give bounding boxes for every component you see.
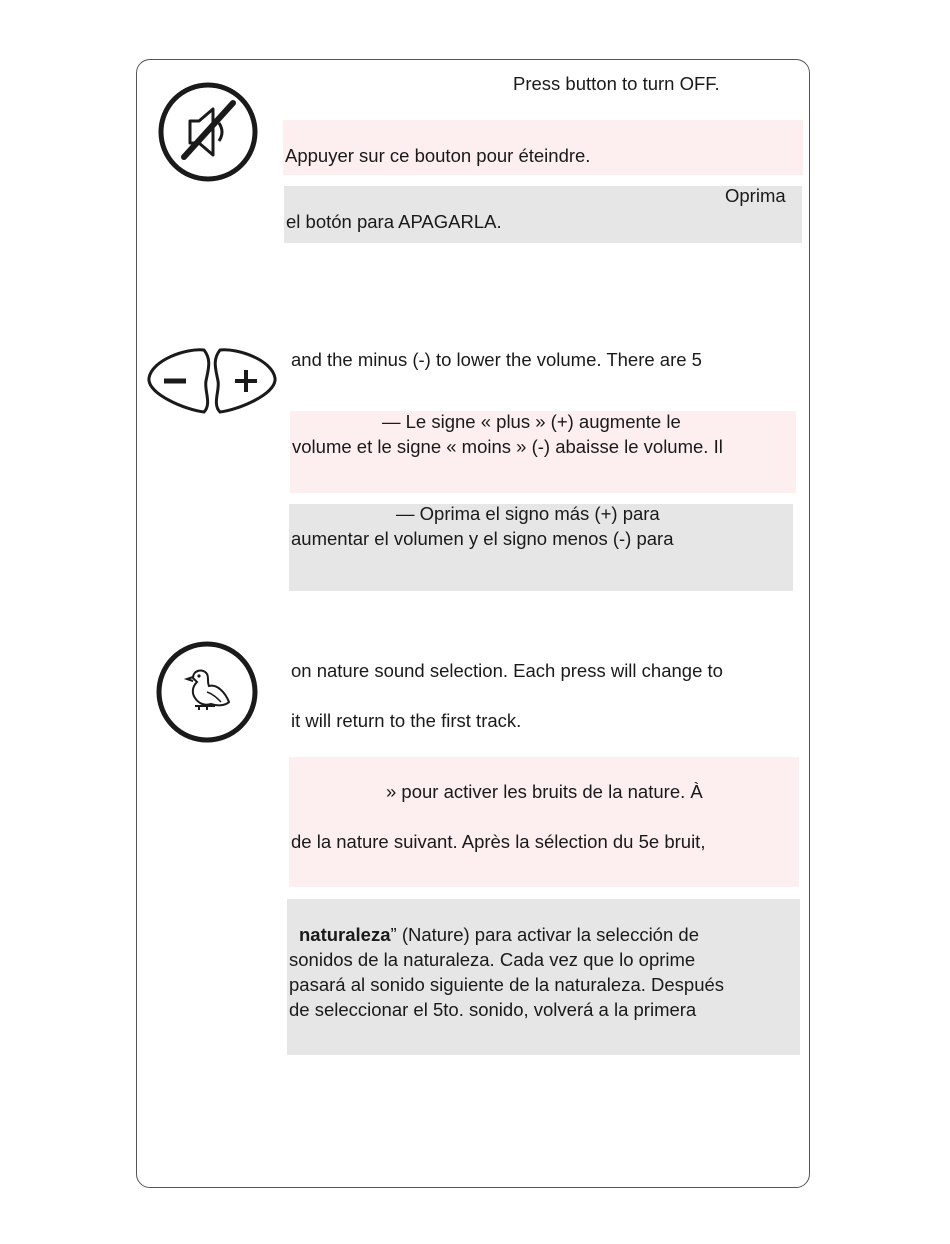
volume-text-fr-2: volume et le signe « moins » (-) abaisse le volume. Il bbox=[292, 436, 723, 457]
nature-text-es-1-rest: ” (Nature) para activar la selección de bbox=[390, 924, 699, 945]
power-text-es-1: Oprima bbox=[725, 185, 786, 206]
nature-text-es-1 bbox=[299, 923, 699, 947]
power-text-fr: Appuyer sur ce bouton pour éteindre. bbox=[285, 145, 591, 166]
volume-minus-plus-icon bbox=[146, 346, 278, 416]
nature-fr-box bbox=[289, 757, 799, 887]
speaker-off-icon bbox=[157, 81, 259, 183]
nature-text-es-2: sonidos de la naturaleza. Cada vez que lo oprime bbox=[289, 949, 696, 970]
nature-text-fr-2: de la nature suivant. Après la sélection du 5e bruit, bbox=[291, 831, 706, 852]
nature-text-es-3: pasará al sonido siguiente de la naturaleza. Después bbox=[289, 974, 725, 995]
nature-text-fr-1: » pour activer les bruits de la nature. À bbox=[386, 781, 703, 802]
volume-text-es-2: aumentar el volumen y el signo menos (-) para bbox=[291, 528, 674, 549]
nature-text-en-2: it will return to the first track. bbox=[291, 710, 522, 731]
nature-text-es-1-bold: naturaleza bbox=[299, 924, 391, 945]
volume-text-fr-1: — Le signe « plus » (+) augmente le bbox=[382, 411, 681, 432]
bird-icon bbox=[155, 640, 259, 744]
nature-text-en-1: on nature sound selection. Each press will change to bbox=[291, 660, 723, 681]
nature-text-es-4: de seleccionar el 5to. sonido, volverá a la primera bbox=[289, 999, 697, 1020]
power-text-es-2: el botón para APAGARLA. bbox=[286, 211, 502, 232]
power-text-en: Press button to turn OFF. bbox=[513, 73, 720, 94]
volume-text-es-1: — Oprima el signo más (+) para bbox=[396, 503, 660, 524]
volume-text-en: and the minus (-) to lower the volume. There are 5 bbox=[291, 349, 702, 370]
